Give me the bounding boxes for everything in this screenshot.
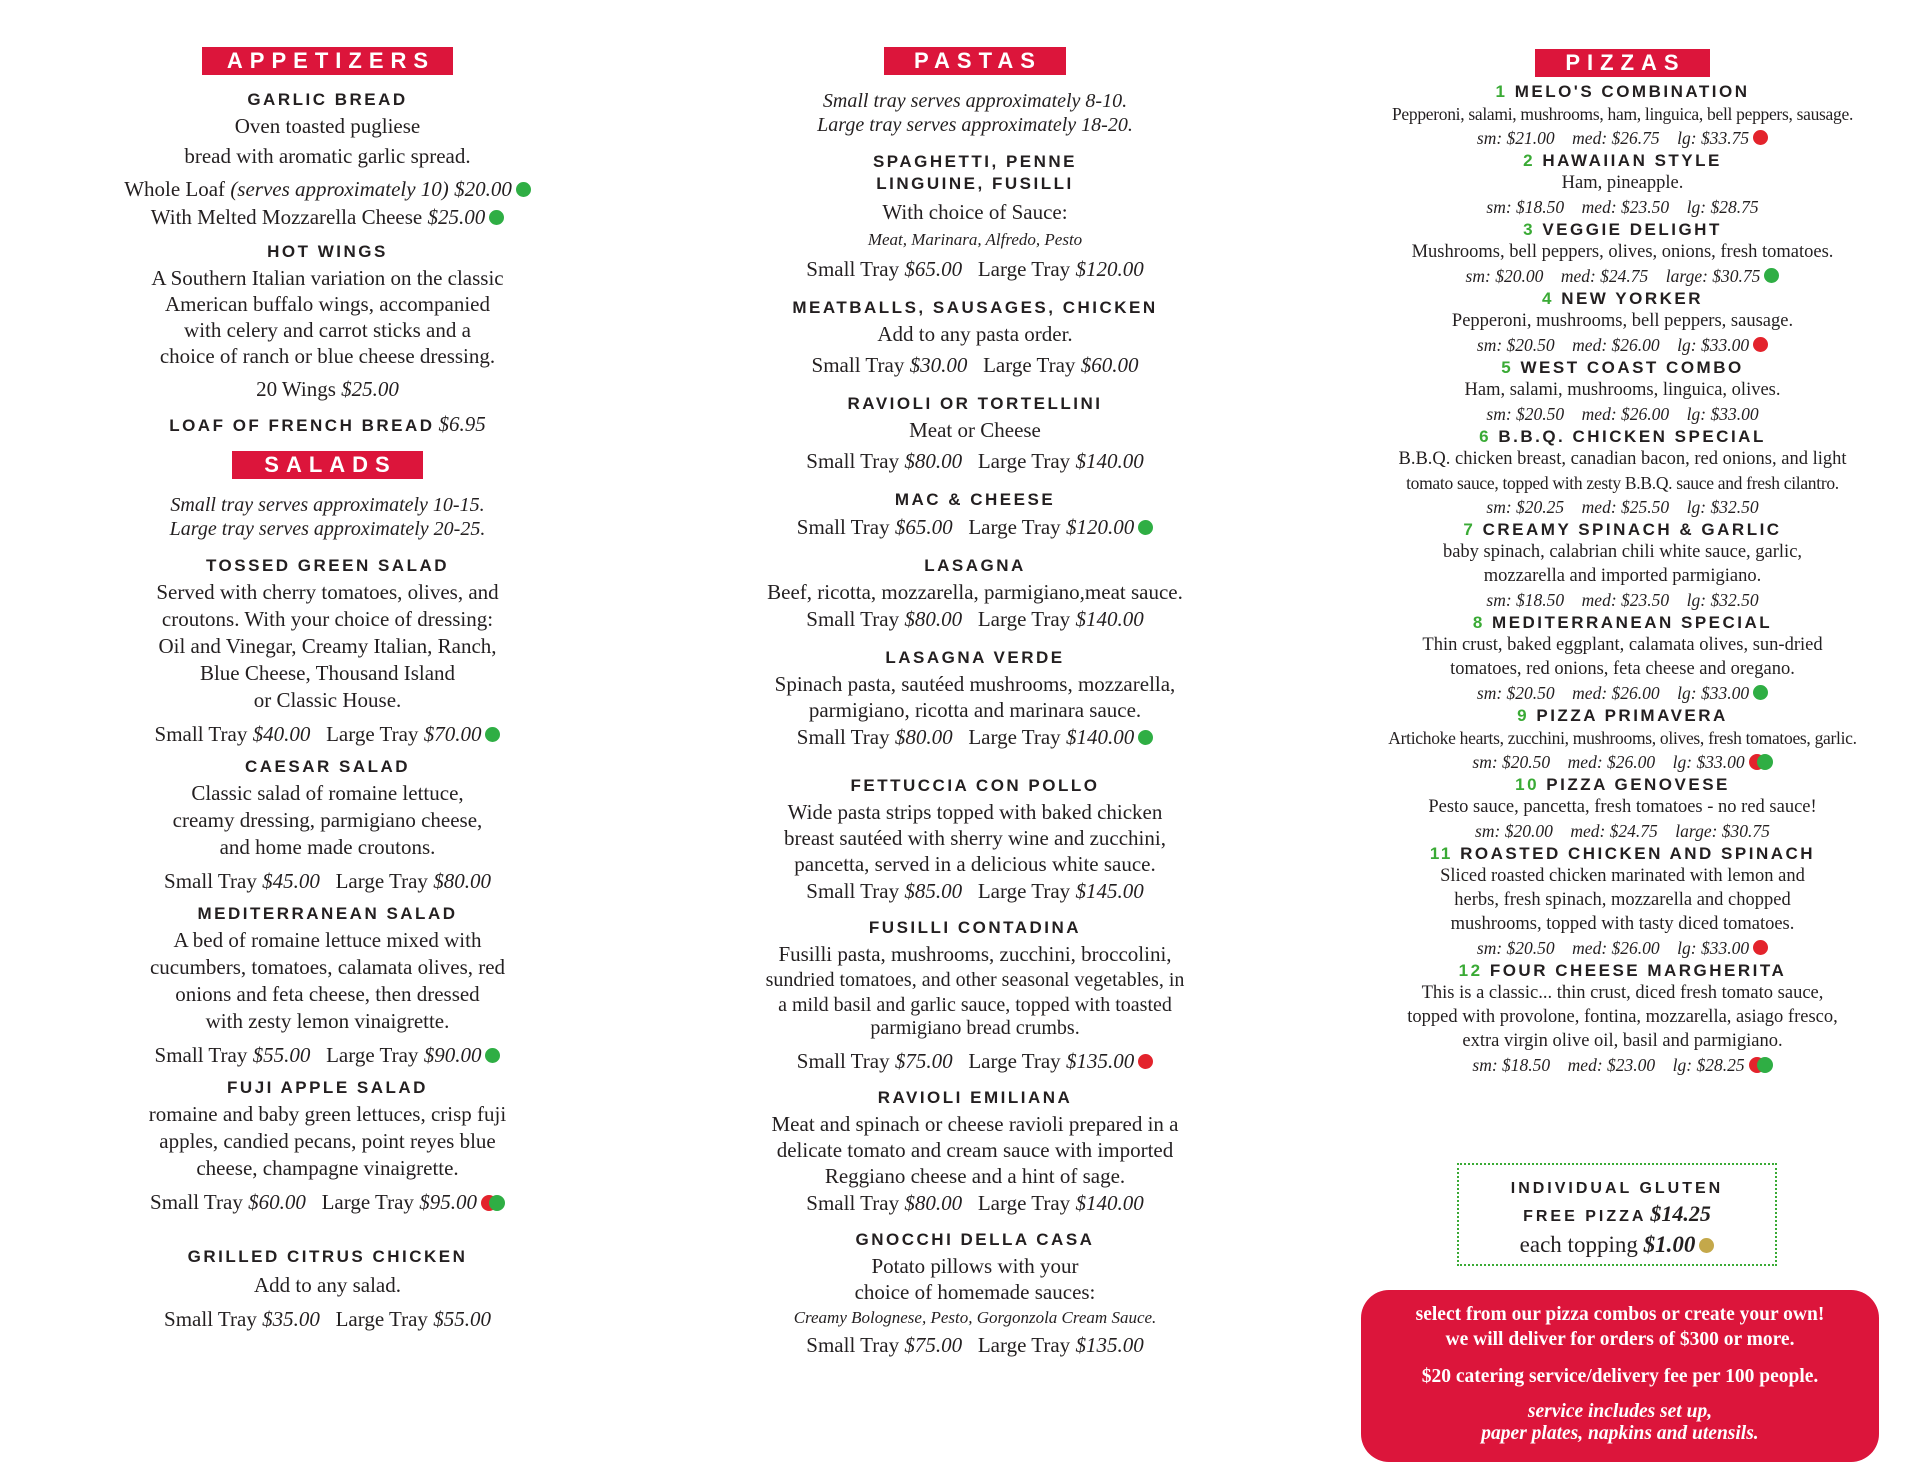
hot-wings-price: $25.00 (341, 377, 399, 401)
pizza-name: PIZZA PRIMAVERA (1536, 706, 1728, 725)
pizza-name: HAWAIIAN STYLE (1542, 151, 1722, 170)
pizza-price-line (1345, 126, 1900, 150)
pasta-price-line (715, 1331, 1235, 1359)
pizza-prices: sm: $18.50 med: $23.00 lg: $28.25 (1472, 1055, 1745, 1075)
large-tray-price: $140.00 (1075, 607, 1144, 631)
salad-desc (105, 1101, 550, 1182)
salad-desc-line: Classic salad of romaine lettuce, (191, 781, 464, 805)
pasta-desc-line: breast sautéed with sherry wine and zucchini, (784, 826, 1166, 850)
large-tray-label: Large Tray (977, 1333, 1071, 1357)
salad-desc-line: apples, candied pecans, point reyes blue (159, 1129, 496, 1153)
pizza-item (1345, 960, 1900, 1077)
large-tray-price: $80.00 (433, 869, 491, 893)
pastas-column (715, 0, 1235, 1359)
large-tray-label: Large Tray (968, 515, 1061, 539)
small-tray-label: Small Tray (154, 1043, 248, 1067)
pizza-name: MEDITERRANEAN SPECIAL (1492, 613, 1773, 632)
pizza-name: NEW YORKER (1561, 289, 1703, 308)
pizza-desc-line: Pesto sauce, pancetta, fresh tomatoes - no red sauce! (1428, 797, 1817, 817)
pizza-item (1345, 774, 1900, 843)
pizza-number: 4 (1541, 289, 1554, 308)
small-tray-price: $40.00 (252, 722, 311, 746)
pizza-title (1345, 288, 1900, 309)
spicy-dot-icon (1753, 130, 1768, 145)
pasta-price-line (715, 447, 1235, 475)
pizza-item (1345, 612, 1900, 705)
pastas-tray-note: Large tray serves approximately 18-20. (817, 114, 1133, 136)
small-tray-label: Small Tray (796, 1049, 890, 1073)
pizza-name: FOUR CHEESE MARGHERITA (1489, 961, 1787, 980)
salad-desc (105, 927, 550, 1035)
pasta-price-line (715, 1047, 1235, 1075)
pastas-banner: PASTAS (884, 47, 1066, 75)
pasta-title: FETTUCCIA CON POLLO (850, 776, 1100, 795)
large-tray-price: $70.00 (423, 722, 482, 746)
pizza-desc-line: Mushrooms, bell peppers, olives, onions, fresh tomatoes. (1411, 242, 1834, 262)
vegetarian-dot-icon (485, 727, 500, 742)
small-tray-label: Small Tray (806, 1333, 900, 1357)
pizza-title (1345, 81, 1900, 102)
pizza-title (1345, 843, 1900, 864)
pizza-prices: sm: $21.00 med: $26.75 lg: $33.75 (1476, 128, 1750, 148)
pizza-number: 6 (1479, 427, 1492, 446)
pasta-sauces: Creamy Bolognese, Pesto, Gorgonzola Cream Sauce. (793, 1308, 1157, 1327)
vegetarian-dot-icon (1764, 268, 1779, 283)
appetizers-banner: APPETIZERS (202, 47, 453, 75)
pizza-desc-line: Thin crust, baked eggplant, calamata olives, sun-dried (1422, 635, 1823, 655)
pasta-title: MAC & CHEESE (894, 490, 1056, 509)
pasta-desc-line: choice of homemade sauces: (854, 1280, 1096, 1304)
topping-dot-icon (1699, 1238, 1714, 1253)
topping-price-line (1459, 1231, 1775, 1259)
appetizers-column (105, 0, 550, 1333)
pizza-name: ROASTED CHICKEN AND SPINACH (1460, 844, 1816, 863)
pasta-desc (715, 671, 1235, 723)
pasta-desc-line: parmigiano bread crumbs. (870, 1017, 1080, 1039)
french-bread-line (105, 411, 550, 437)
pizza-name: PIZZA GENOVESE (1546, 775, 1730, 794)
pizza-number: 5 (1501, 358, 1514, 377)
french-bread-price: $6.95 (438, 412, 486, 436)
large-tray-price: $60.00 (1080, 353, 1139, 377)
hot-wings-desc-line: A Southern Italian variation on the classic (151, 266, 504, 290)
mozzarella-price: $25.00 (427, 205, 486, 229)
pasta-price-line (715, 605, 1235, 633)
pasta-title: MEATBALLS, SAUSAGES, CHICKEN (792, 298, 1158, 317)
pasta-desc-line: Spinach pasta, sautéed mushrooms, mozzarella, (774, 672, 1176, 696)
pizza-desc-line: B.B.Q. chicken breast, canadian bacon, red onions, and light (1398, 449, 1847, 469)
small-tray-price: $65.00 (904, 257, 963, 281)
small-tray-label: Small Tray (806, 879, 900, 903)
salad-desc-line: onions and feta cheese, then dressed (175, 982, 480, 1006)
pizza-name: MELO'S COMBINATION (1514, 82, 1750, 101)
pasta-title: LASAGNA (924, 556, 1026, 575)
salad-price-line (105, 720, 550, 748)
vegetarian-dot-icon (489, 210, 504, 225)
mixed-dot-icon (481, 1195, 505, 1211)
small-tray-price: $80.00 (904, 1191, 963, 1215)
pizza-title (1345, 774, 1900, 795)
salad-price-line (105, 1041, 550, 1069)
salad-desc-line: romaine and baby green lettuces, crisp fuji (148, 1102, 507, 1126)
spicy-dot-icon (1753, 940, 1768, 955)
large-tray-label: Large Tray (977, 1191, 1071, 1215)
salad-desc-line: Blue Cheese, Thousand Island (199, 661, 456, 685)
spicy-dot-icon (1138, 1054, 1153, 1069)
pasta-desc-line: Wide pasta strips topped with baked chicken (787, 800, 1163, 824)
pasta-price-line (715, 1189, 1235, 1217)
pastas-tray-note: Small tray serves approximately 8-10. (822, 90, 1128, 112)
large-tray-price: $120.00 (1065, 515, 1135, 539)
whole-loaf-note: (serves approximately 10) (230, 177, 449, 201)
salad-title: FUJI APPLE SALAD (227, 1078, 428, 1097)
pizza-desc-line: Sliced roasted chicken marinated with lemon and (1440, 866, 1805, 886)
salad-price-line (105, 1188, 550, 1216)
pasta-desc-line: parmigiano, ricotta and marinara sauce. (808, 698, 1142, 722)
salad-price-line (105, 867, 550, 895)
pizza-title (1345, 519, 1900, 540)
mozzarella-label: With Melted Mozzarella Cheese (150, 205, 423, 229)
pizza-item (1345, 519, 1900, 612)
salad-desc (105, 1272, 550, 1299)
small-tray-label: Small Tray (811, 353, 905, 377)
pizza-desc-line: extra virgin olive oil, basil and parmigiano. (1462, 1031, 1783, 1051)
salad-desc-line: cheese, champagne vinaigrette. (196, 1156, 459, 1180)
pizza-price-line (1345, 750, 1900, 774)
large-tray-label: Large Tray (321, 1190, 414, 1214)
pizza-prices: sm: $20.50 med: $26.00 lg: $33.00 (1476, 335, 1750, 355)
topping-label: each topping (1519, 1232, 1638, 1257)
small-tray-price: $80.00 (894, 725, 953, 749)
pizza-prices: sm: $20.00 med: $24.75 large: $30.75 (1475, 821, 1770, 841)
large-tray-label: Large Tray (977, 449, 1071, 473)
large-tray-price: $90.00 (423, 1043, 482, 1067)
pasta-desc (715, 799, 1235, 877)
pasta-desc: Beef, ricotta, mozzarella, parmigiano,meat sauce. (767, 580, 1183, 604)
pizza-number: 1 (1495, 82, 1508, 101)
pizza-name: CREAMY SPINACH & GARLIC (1482, 520, 1782, 539)
small-tray-price: $65.00 (894, 515, 953, 539)
large-tray-price: $55.00 (433, 1307, 491, 1331)
pizza-number: 2 (1523, 151, 1536, 170)
pizza-title (1345, 960, 1900, 981)
vegetarian-dot-icon (1138, 730, 1153, 745)
pizza-number: 8 (1472, 613, 1485, 632)
large-tray-label: Large Tray (968, 1049, 1061, 1073)
hot-wings-desc (105, 265, 550, 369)
pasta-title: LINGUINE, FUSILLI (876, 174, 1074, 193)
topping-price: $1.00 (1643, 1232, 1696, 1257)
small-tray-label: Small Tray (154, 722, 248, 746)
pizza-item (1345, 219, 1900, 288)
small-tray-label: Small Tray (796, 515, 890, 539)
pizza-price-line (1345, 195, 1900, 219)
small-tray-price: $80.00 (904, 607, 963, 631)
promo-line: select from our pizza combos or create your own! (1415, 1304, 1825, 1325)
pasta-desc-line: delicate tomato and cream sauce with imported (776, 1138, 1174, 1162)
small-tray-label: Small Tray (164, 869, 257, 893)
pizza-title (1345, 612, 1900, 633)
pizza-item (1345, 288, 1900, 357)
salad-title: GRILLED CITRUS CHICKEN (187, 1247, 468, 1266)
salads-tray-note: Large tray serves approximately 20-25. (169, 518, 486, 540)
pizza-number: 7 (1463, 520, 1476, 539)
small-tray-label: Small Tray (806, 607, 900, 631)
pizza-title (1345, 426, 1900, 447)
small-tray-price: $75.00 (894, 1049, 953, 1073)
salads-banner: SALADS (232, 451, 422, 479)
pasta-desc-line: a mild basil and garlic sauce, topped with toasted (778, 994, 1172, 1016)
vegetarian-dot-icon (1753, 685, 1768, 700)
salad-desc-line: creamy dressing, parmigiano cheese, (172, 808, 483, 832)
pasta-desc-line: pancetta, served in a delicious white sauce. (794, 852, 1156, 876)
small-tray-price: $80.00 (904, 449, 963, 473)
pizza-item (1345, 843, 1900, 960)
pizza-price-line (1345, 681, 1900, 705)
small-tray-label: Small Tray (796, 725, 890, 749)
large-tray-label: Large Tray (983, 353, 1076, 377)
pasta-price-line (715, 351, 1235, 379)
pizza-prices: sm: $20.25 med: $25.50 lg: $32.50 (1486, 497, 1759, 517)
garlic-bread-desc (105, 113, 550, 169)
garlic-bread-title: GARLIC BREAD (247, 90, 408, 109)
small-tray-price: $60.00 (248, 1190, 306, 1214)
large-tray-price: $135.00 (1075, 1333, 1144, 1357)
pasta-desc-line: Meat and spinach or cheese ravioli prepared in a (771, 1112, 1179, 1136)
pizza-name: B.B.Q. CHICKEN SPECIAL (1498, 427, 1766, 446)
salad-desc-line: cucumbers, tomatoes, calamata olives, red (149, 955, 506, 979)
pizza-item (1345, 150, 1900, 219)
pizza-prices: sm: $20.50 med: $26.00 lg: $33.00 (1476, 683, 1750, 703)
promo-line: we will deliver for orders of $300 or more. (1445, 1329, 1795, 1350)
pasta-title: LASAGNA VERDE (885, 648, 1065, 667)
vegetarian-dot-icon (485, 1048, 500, 1063)
pasta-desc-line: sundried tomatoes, and other seasonal vegetables, in (765, 969, 1185, 991)
pasta-price-line (715, 723, 1235, 751)
pizza-price-line (1345, 936, 1900, 960)
pasta-desc (715, 1253, 1235, 1305)
small-tray-price: $55.00 (252, 1043, 311, 1067)
large-tray-price: $135.00 (1065, 1049, 1135, 1073)
pizza-price-line (1345, 819, 1900, 843)
pizza-item (1345, 705, 1900, 774)
salad-desc (105, 780, 550, 861)
pizza-number: 9 (1517, 706, 1530, 725)
pizza-desc-line: Artichoke hearts, zucchini, mushrooms, olives, fresh tomatoes, garlic. (1388, 728, 1857, 748)
large-tray-price: $140.00 (1065, 725, 1135, 749)
hot-wings-desc-line: American buffalo wings, accompanied (165, 292, 490, 316)
pizza-desc-line: herbs, fresh spinach, mozzarella and chopped (1454, 890, 1791, 910)
large-tray-label: Large Tray (977, 607, 1071, 631)
small-tray-label: Small Tray (806, 1191, 900, 1215)
whole-loaf-price: $20.00 (454, 177, 512, 201)
pizza-desc-line: Ham, pineapple. (1561, 173, 1684, 193)
pizza-desc-line: This is a classic... thin crust, diced fresh tomato sauce, (1421, 983, 1824, 1003)
pizza-prices: sm: $20.50 med: $26.00 lg: $33.00 (1476, 938, 1750, 958)
pizza-item (1345, 357, 1900, 426)
pasta-price-line (715, 513, 1235, 541)
large-tray-label: Large Tray (968, 725, 1061, 749)
pasta-desc-line: Reggiano cheese and a hint of sage. (824, 1164, 1126, 1188)
pasta-price-line (715, 877, 1235, 905)
large-tray-price: $140.00 (1075, 1191, 1144, 1215)
pasta-title: GNOCCHI DELLA CASA (855, 1230, 1095, 1249)
pizzas-column (1345, 0, 1900, 1077)
garlic-bread-mozzarella (105, 203, 550, 231)
pizza-price-line (1345, 402, 1900, 426)
pizza-desc-line: tomatoes, red onions, feta cheese and oregano. (1450, 659, 1795, 679)
salad-desc-line: croutons. With your choice of dressing: (161, 607, 494, 631)
large-tray-price: $140.00 (1075, 449, 1144, 473)
pizza-desc-line: Ham, salami, mushrooms, linguica, olives. (1464, 380, 1781, 400)
catering-promo (1361, 1290, 1879, 1462)
large-tray-label: Large Tray (335, 1307, 428, 1331)
pizza-prices: sm: $18.50 med: $23.50 lg: $28.75 (1486, 197, 1759, 217)
pizza-item (1345, 426, 1900, 519)
mixed-dot-icon (1749, 754, 1773, 770)
pizza-title (1345, 150, 1900, 171)
pasta-desc-line: Fusilli pasta, mushrooms, zucchini, broccolini, (778, 942, 1172, 966)
hot-wings-desc-line: choice of ranch or blue cheese dressing. (159, 344, 496, 368)
pasta-desc: Meat or Cheese (909, 418, 1041, 442)
pasta-price-line (715, 255, 1235, 283)
pizzas-banner: PIZZAS (1535, 49, 1709, 77)
salad-desc (105, 579, 550, 714)
pizza-desc-line: tomato sauce, topped with zesty B.B.Q. sauce and fresh cilantro. (1406, 473, 1839, 493)
pizza-number: 10 (1515, 775, 1540, 794)
small-tray-price: $30.00 (909, 353, 968, 377)
large-tray-label: Large Tray (977, 257, 1071, 281)
pizza-desc-line: topped with provolone, fontina, mozzarella, asiago fresco, (1407, 1007, 1838, 1027)
hot-wings-title: HOT WINGS (267, 242, 388, 261)
pizza-item (1345, 81, 1900, 150)
garlic-bread-desc-line: Oven toasted pugliese (234, 114, 421, 138)
small-tray-label: Small Tray (164, 1307, 257, 1331)
pizza-desc-line: mozzarella and imported parmigiano. (1483, 566, 1762, 586)
pizza-prices: sm: $20.00 med: $24.75 large: $30.75 (1465, 266, 1761, 286)
pizza-title (1345, 705, 1900, 726)
gluten-free-title: FREE PIZZA (1523, 1208, 1647, 1225)
promo-line: paper plates, napkins and utensils. (1481, 1423, 1759, 1444)
hot-wings-qty: 20 Wings (256, 377, 336, 401)
small-tray-label: Small Tray (150, 1190, 243, 1214)
salad-desc-line: Served with cherry tomatoes, olives, and (156, 580, 499, 604)
pasta-desc: With choice of Sauce: (882, 200, 1068, 224)
salad-title: TOSSED GREEN SALAD (205, 556, 450, 575)
pizza-desc-line: mushrooms, topped with tasty diced tomatoes. (1450, 914, 1795, 934)
spicy-dot-icon (1753, 337, 1768, 352)
garlic-bread-whole-loaf (105, 175, 550, 203)
pizza-title (1345, 357, 1900, 378)
gluten-free-price: $14.25 (1650, 1201, 1711, 1226)
promo-line: $20 catering service/delivery fee per 100 people. (1421, 1366, 1819, 1387)
pasta-title: RAVIOLI OR TORTELLINI (847, 394, 1103, 413)
small-tray-price: $85.00 (904, 879, 963, 903)
small-tray-label: Small Tray (806, 449, 900, 473)
pizza-name: VEGGIE DELIGHT (1542, 220, 1722, 239)
salad-price-line (105, 1305, 550, 1333)
salad-desc-line: Add to any salad. (254, 1273, 401, 1297)
whole-loaf-label: Whole Loaf (124, 177, 226, 201)
pizza-price-line (1345, 333, 1900, 357)
gluten-free-price-line (1459, 1201, 1775, 1229)
large-tray-label: Large Tray (335, 869, 428, 893)
pizza-price-line (1345, 1053, 1900, 1077)
pizza-price-line (1345, 588, 1900, 612)
small-tray-price: $35.00 (262, 1307, 320, 1331)
pizza-prices: sm: $20.50 med: $26.00 lg: $33.00 (1472, 752, 1745, 772)
garlic-bread-desc-line: bread with aromatic garlic spread. (184, 144, 471, 168)
large-tray-label: Large Tray (326, 722, 419, 746)
pizza-desc-line: Pepperoni, mushrooms, bell peppers, sausage. (1451, 311, 1794, 331)
pasta-title: SPAGHETTI, PENNE (872, 152, 1078, 171)
salad-desc-line: Oil and Vinegar, Creamy Italian, Ranch, (158, 634, 497, 658)
gluten-free-box (1457, 1163, 1777, 1266)
large-tray-price: $120.00 (1075, 257, 1144, 281)
pizza-desc-line: baby spinach, calabrian chili white sauce, garlic, (1442, 542, 1803, 562)
pasta-desc: Add to any pasta order. (877, 322, 1073, 346)
pizza-prices: sm: $18.50 med: $23.50 lg: $32.50 (1486, 590, 1759, 610)
vegetarian-dot-icon (516, 182, 531, 197)
pizza-title (1345, 219, 1900, 240)
pasta-sauces: Meat, Marinara, Alfredo, Pesto (867, 230, 1083, 249)
vegetarian-dot-icon (1138, 520, 1153, 535)
pizza-name: WEST COAST COMBO (1520, 358, 1744, 377)
salad-title: CAESAR SALAD (244, 757, 411, 776)
gluten-free-title: INDIVIDUAL GLUTEN (1510, 1180, 1724, 1197)
salad-desc-line: with zesty lemon vinaigrette. (205, 1009, 450, 1033)
large-tray-label: Large Tray (326, 1043, 419, 1067)
pizza-price-line (1345, 495, 1900, 519)
pizza-prices: sm: $20.50 med: $26.00 lg: $33.00 (1486, 404, 1759, 424)
pasta-title: RAVIOLI EMILIANA (877, 1088, 1073, 1107)
salad-desc-line: A bed of romaine lettuce mixed with (173, 928, 482, 952)
pizza-number: 11 (1429, 844, 1453, 863)
pizza-list (1345, 81, 1900, 1077)
hot-wings-price-line (105, 375, 550, 403)
small-tray-label: Small Tray (806, 257, 900, 281)
pasta-desc-line: Potato pillows with your (871, 1254, 1079, 1278)
salad-desc-line: and home made croutons. (219, 835, 436, 859)
pasta-title: FUSILLI CONTADINA (868, 918, 1082, 937)
promo-line: service includes set up, (1527, 1401, 1713, 1422)
hot-wings-desc-line: with celery and carrot sticks and a (184, 318, 471, 342)
pasta-desc (715, 941, 1235, 1039)
pizza-desc-line: Pepperoni, salami, mushrooms, ham, linguica, bell peppers, sausage. (1391, 104, 1854, 124)
large-tray-price: $145.00 (1075, 879, 1144, 903)
salad-desc-line: or Classic House. (253, 688, 402, 712)
large-tray-price: $95.00 (419, 1190, 477, 1214)
pizza-number: 12 (1458, 961, 1483, 980)
salads-tray-note: Small tray serves approximately 10-15. (170, 494, 485, 516)
small-tray-price: $75.00 (904, 1333, 963, 1357)
pizza-price-line (1345, 264, 1900, 288)
pasta-desc (715, 1111, 1235, 1189)
mixed-dot-icon (1749, 1057, 1773, 1073)
salad-title: MEDITERRANEAN SALAD (197, 904, 458, 923)
pizza-number: 3 (1523, 220, 1536, 239)
french-bread-title: LOAF OF FRENCH BREAD (169, 416, 435, 435)
small-tray-price: $45.00 (262, 869, 320, 893)
large-tray-label: Large Tray (977, 879, 1071, 903)
